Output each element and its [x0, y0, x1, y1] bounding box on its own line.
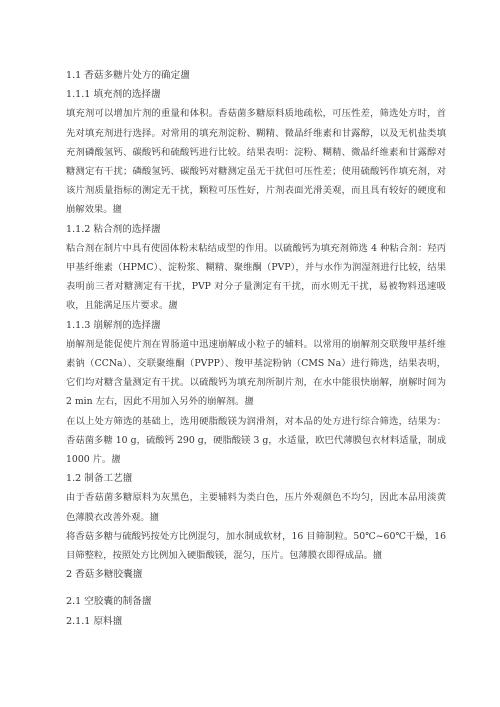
subsection-heading-1-1-1: 1.1.1 填充剂的选择䀋	[66, 89, 161, 101]
paragraph-formula: 在以上处方筛选的基础上，选用硬脂酸镁为润滑剂，对本品的处方进行综合筛选，结果为：香菇菌多糖 10 g，硫酸钙 290 g，硬脂酸镁 3 g，水适量，欧巴代薄膜包衣材料适量，制成 1000 片。䀋	[66, 415, 446, 466]
subsection-heading-2-1-1: 2.1.1 原料䀋	[66, 615, 123, 627]
paragraph-coating: 由于香菇菌多糖原料为灰黑色，主要辅料为类白色，压片外观颜色不均匀，因此本品用淡黄色薄膜衣改善外观。䀋	[66, 492, 446, 523]
paragraph-process: 将香菇多糖与硫酸钙按处方比例混匀，加水制成软材，16 目筛制粒。50℃~60℃干燥，16 目筛整粒，按照处方比例加入硬脂酸镁，混匀，压片。包薄膜衣即得成品。䀋	[66, 530, 446, 562]
paragraph-disintegrant: 崩解剂是能促使片剂在胃肠道中迅速崩解成小粒子的辅料。以常用的崩解剂交联羧甲基纤维素钠（CCNa）、交联聚维酮（PVPP）、羧甲基淀粉钠（CMS Na）进行筛选，结果表明，它们均对糖含量测定有干扰。以硫酸钙为填充剂所制片剂，在水中能很快崩解，崩解时间为 2 min 左右，因此不用加入另外的崩解剂。䀋	[66, 338, 446, 408]
section-heading-1-1: 1.1 香菇多糖片处方的确定䀋	[66, 70, 190, 81]
paragraph-filler: 填充剂可以增加片剂的重量和体积。香菇菌多糖原料质地疏松，可压性差，筛选处方时，首先对填充剂进行选择。对常用的填充剂淀粉、糊精、微晶纤维素和甘露醇，以及无机盐类填充剂磷酸氢钙、碳酸钙和硫酸钙进行比较。结果表明：淀粉、糊精、微晶纤维素和甘露醇对糖测定有干扰；磷酸氢钙、碳酸钙对糖测定虽无干扰但可压性差；使用硫酸钙作填充剂，对该片剂质量指标的测定无干扰，颗粒可压性好，片剂表面光滑美观，而且具有较好的硬度和崩解效果。䀋	[66, 108, 446, 216]
section-heading-1-2: 1.2 制备工艺䀋	[66, 473, 133, 485]
section-heading-2: 2 香菇多糖胶囊䀋	[66, 569, 143, 581]
spacer	[66, 584, 446, 592]
subsection-heading-1-1-3: 1.1.3 崩解剂的选择䀋	[66, 319, 161, 331]
paragraph-binder: 粘合剂在制片中具有使固体粉末粘结成型的作用。以硫酸钙为填充剂筛选 4 种粘合剂：羟丙甲基纤维素（HPMC）、淀粉浆、糊精、聚维酮（PVP），并与水作为润湿剂进行比较，结果表明前三者对糖测定有干扰，PVP 对分子量测定有干扰，而水则无干扰，易被物料迅速吸收，且能满足压片要求。䀋	[66, 242, 446, 312]
section-heading-2-1: 2.1 空胶囊的制备䀋	[66, 596, 152, 608]
subsection-heading-1-1-2: 1.1.2 粘合剂的选择䀋	[66, 223, 161, 235]
